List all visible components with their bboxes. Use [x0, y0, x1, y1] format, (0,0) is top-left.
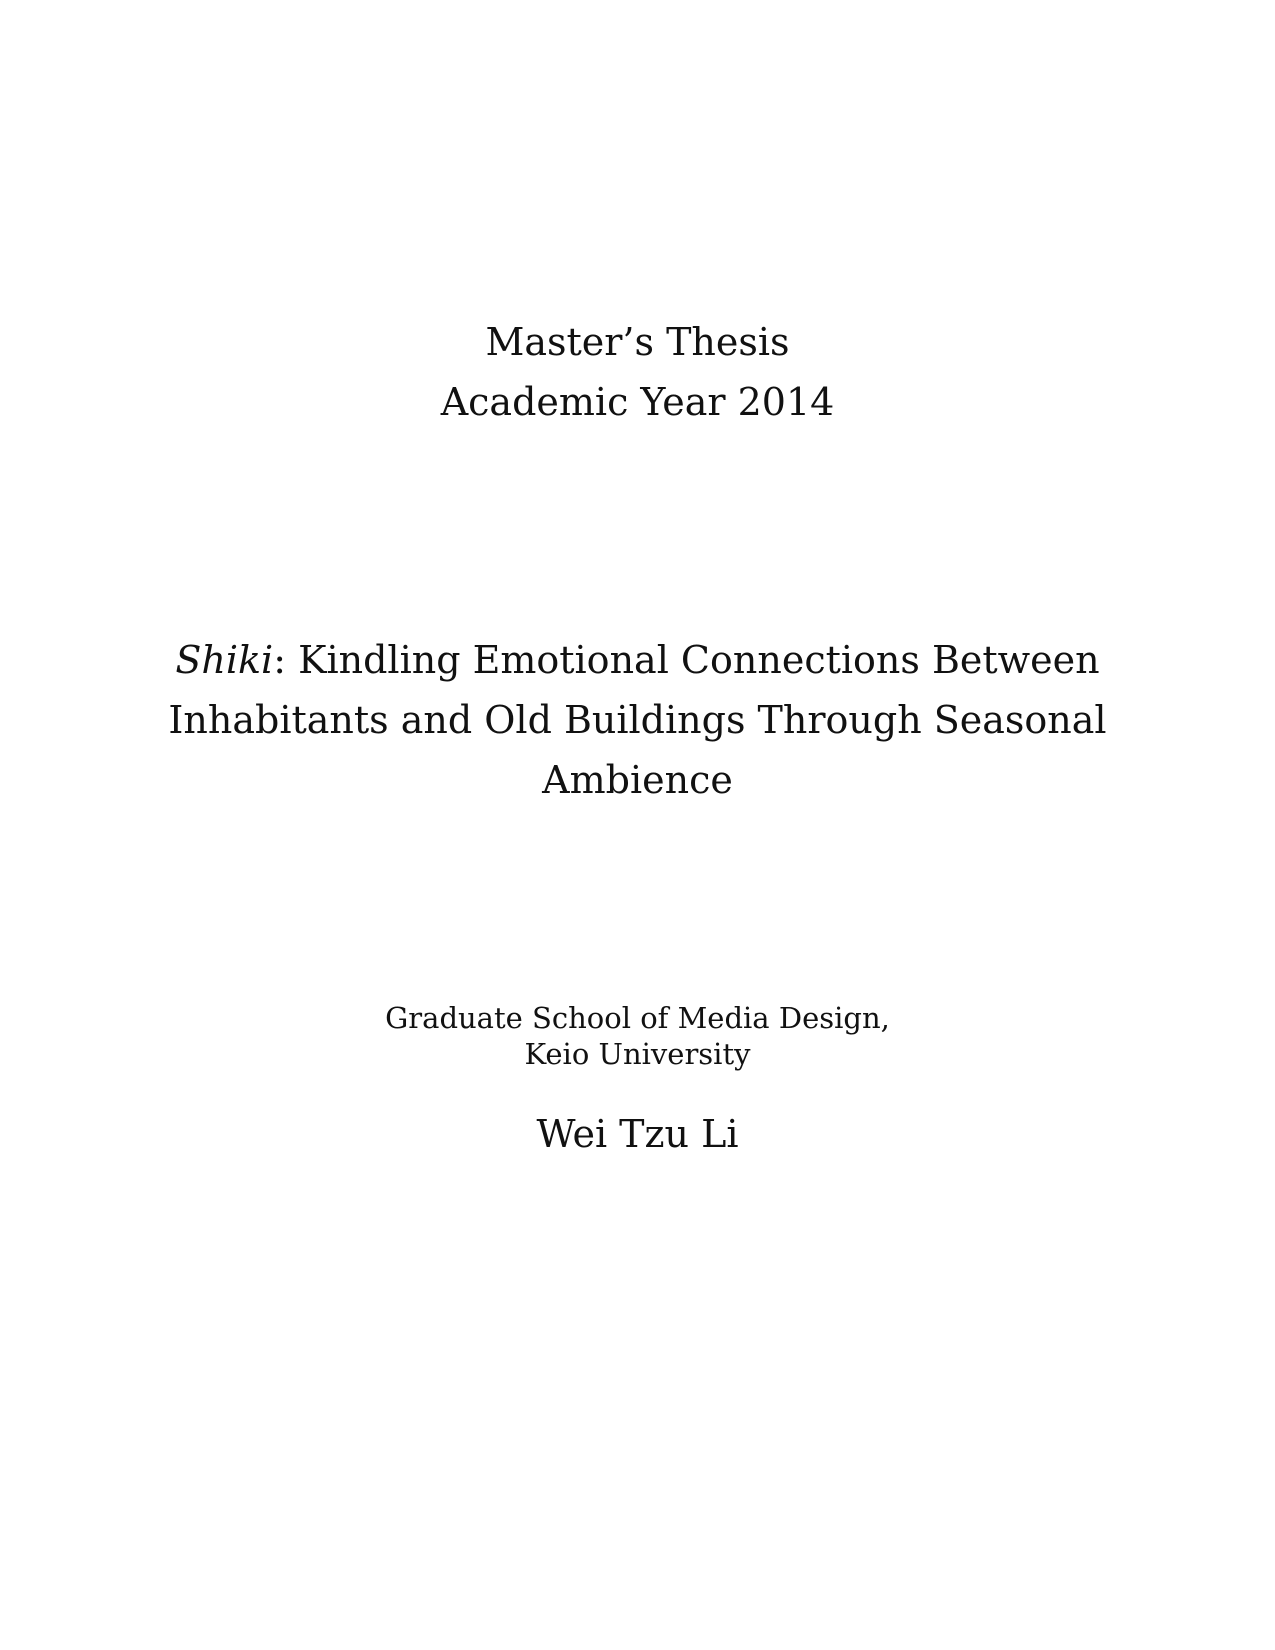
author-name: Wei Tzu Li [536, 1112, 739, 1156]
affiliation [0, 1000, 1275, 1072]
degree-label: Master’s Thesis [485, 320, 790, 364]
title-italic-word: Shiki [175, 638, 274, 682]
affiliation-line-1: Graduate School of Media Design, [385, 1001, 890, 1035]
title-line-1 [0, 630, 1275, 690]
academic-year: Academic Year 2014 [440, 380, 835, 424]
title-line-1-rest: : Kindling Emotional Connections Between [273, 638, 1100, 682]
title-line-2: Inhabitants and Old Buildings Through Seasonal [168, 698, 1107, 742]
affiliation-line-2: Keio University [524, 1037, 751, 1071]
title-line-3: Ambience [542, 758, 733, 802]
thesis-title [0, 630, 1275, 810]
